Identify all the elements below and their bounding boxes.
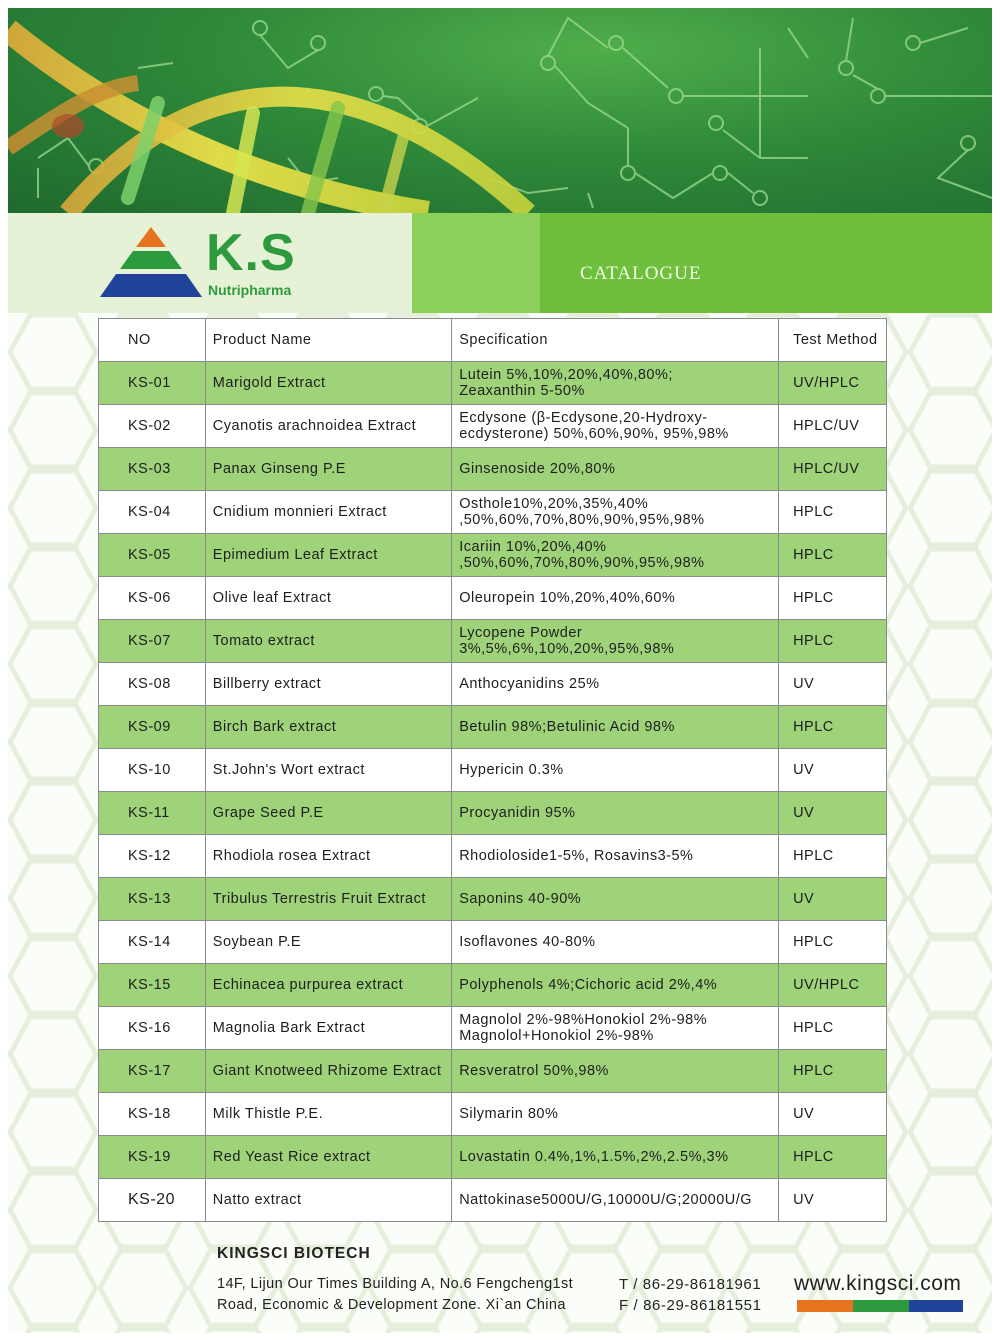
table-row [99, 749, 887, 792]
test-method: HPLC/UV [779, 448, 887, 491]
product-name: Tomato extract [205, 620, 451, 663]
color-bar-blue [909, 1300, 963, 1312]
product-number: KS-13 [99, 878, 206, 921]
product-name: Red Yeast Rice extract [205, 1136, 451, 1179]
product-name: Natto extract [205, 1179, 451, 1222]
table-row [99, 534, 887, 577]
test-method: HPLC [779, 835, 887, 878]
pyramid-logo-icon [100, 227, 202, 297]
table-row [99, 663, 887, 706]
test-method: HPLC [779, 577, 887, 620]
specification-line: ,50%,60%,70%,80%,90%,95%,98% [459, 512, 705, 528]
specification-line: ecdysterone) 50%,60%,90%, 95%,98% [459, 426, 729, 442]
product-number: KS-05 [99, 534, 206, 577]
test-method: HPLC [779, 491, 887, 534]
table-row [99, 362, 887, 405]
table-row [99, 878, 887, 921]
company-address [217, 1274, 573, 1316]
test-method: HPLC [779, 620, 887, 663]
color-bar-green [853, 1300, 909, 1312]
product-name: Milk Thistle P.E. [205, 1093, 451, 1136]
product-number: KS-04 [99, 491, 206, 534]
test-method: HPLC [779, 921, 887, 964]
table-row [99, 835, 887, 878]
specification-line: Ginsenoside 20%,80% [459, 461, 616, 477]
header-no: NO [99, 319, 206, 362]
specification-line: Zeaxanthin 5-50% [459, 383, 585, 399]
telephone: T / 86-29-86181961 [619, 1276, 762, 1293]
product-name: Cnidium monnieri Extract [205, 491, 451, 534]
product-number: KS-11 [99, 792, 206, 835]
test-method: UV [779, 1093, 887, 1136]
product-number: KS-20 [99, 1179, 206, 1222]
product-number: KS-15 [99, 964, 206, 1007]
product-name: Olive leaf Extract [205, 577, 451, 620]
address-line: Road, Economic & Development Zone. Xi`an China [217, 1297, 566, 1313]
specification-line: Magnolol+Honokiol 2%-98% [459, 1028, 654, 1044]
specification-line: Icariin 10%,20%,40% [459, 539, 607, 555]
product-number: KS-19 [99, 1136, 206, 1179]
table-row [99, 706, 887, 749]
product-specification [452, 448, 779, 491]
product-specification [452, 921, 779, 964]
test-method: HPLC/UV [779, 405, 887, 448]
specification-line: Lycopene Powder [459, 625, 583, 641]
table-row [99, 1179, 887, 1222]
specification-line: Lovastatin 0.4%,1%,1.5%,2%,2.5%,3% [459, 1149, 729, 1165]
table-header-row [99, 319, 887, 362]
product-specification [452, 663, 779, 706]
specification-line: Magnolol 2%-98%Honokiol 2%-98% [459, 1012, 708, 1028]
test-method: HPLC [779, 1136, 887, 1179]
product-name: Panax Ginseng P.E [205, 448, 451, 491]
company-name: KINGSCI BIOTECH [217, 1245, 371, 1262]
specification-line: Oleuropein 10%,20%,40%,60% [459, 590, 676, 606]
product-name: St.John's Wort extract [205, 749, 451, 792]
table-row [99, 1093, 887, 1136]
product-number: KS-01 [99, 362, 206, 405]
product-catalogue-table [98, 318, 887, 1222]
specification-line: Polyphenols 4%;Cichoric acid 2%,4% [459, 977, 718, 993]
specification-line: Rhodioloside1-5%, Rosavins3-5% [459, 848, 694, 864]
product-name: Echinacea purpurea extract [205, 964, 451, 1007]
website-link[interactable]: www.kingsci.com [794, 1272, 962, 1295]
specification-line: Silymarin 80% [459, 1106, 559, 1122]
logo-text: K.S [206, 224, 296, 282]
test-method: HPLC [779, 1050, 887, 1093]
product-specification [452, 792, 779, 835]
product-number: KS-06 [99, 577, 206, 620]
table-row [99, 964, 887, 1007]
test-method: HPLC [779, 1007, 887, 1050]
product-specification [452, 577, 779, 620]
specification-line: Resveratrol 50%,98% [459, 1063, 609, 1079]
test-method: HPLC [779, 534, 887, 577]
table-row [99, 491, 887, 534]
header-test-method: Test Method [779, 319, 887, 362]
address-line: 14F, Lijun Our Times Building A, No.6 Fengcheng1st [217, 1276, 574, 1292]
specification-line: Hypericin 0.3% [459, 762, 564, 778]
specification-line: Nattokinase5000U/G,10000U/G;20000U/G [459, 1192, 753, 1208]
dna-molecule-illustration [8, 8, 992, 213]
catalogue-page [8, 8, 992, 1333]
specification-line: Isoflavones 40-80% [459, 934, 596, 950]
product-number: KS-16 [99, 1007, 206, 1050]
product-specification [452, 1007, 779, 1050]
product-specification [452, 405, 779, 448]
catalogue-title: CATALOGUE [580, 263, 702, 284]
table-row [99, 1007, 887, 1050]
test-method: UV [779, 663, 887, 706]
product-name: Birch Bark extract [205, 706, 451, 749]
product-number: KS-02 [99, 405, 206, 448]
product-name: Cyanotis arachnoidea Extract [205, 405, 451, 448]
specification-line: 3%,5%,6%,10%,20%,95%,98% [459, 641, 675, 657]
logo-band [8, 213, 992, 313]
table-row [99, 448, 887, 491]
product-name: Epimedium Leaf Extract [205, 534, 451, 577]
logo-subtitle: Nutripharma [208, 282, 292, 298]
product-specification [452, 1136, 779, 1179]
header-product-name: Product Name [205, 319, 451, 362]
product-number: KS-17 [99, 1050, 206, 1093]
specification-line: Osthole10%,20%,35%,40% [459, 496, 649, 512]
test-method: UV/HPLC [779, 964, 887, 1007]
product-number: KS-03 [99, 448, 206, 491]
specification-line: Anthocyanidins 25% [459, 676, 600, 692]
header-banner [8, 8, 992, 213]
product-name: Rhodiola rosea Extract [205, 835, 451, 878]
specification-line: Ecdysone (β-Ecdysone,20-Hydroxy- [459, 410, 708, 426]
test-method: HPLC [779, 706, 887, 749]
product-name: Billberry extract [205, 663, 451, 706]
product-name: Giant Knotweed Rhizome Extract [205, 1050, 451, 1093]
contact-numbers [619, 1274, 762, 1316]
product-name: Marigold Extract [205, 362, 451, 405]
product-specification [452, 1179, 779, 1222]
product-specification [452, 878, 779, 921]
specification-line: ,50%,60%,70%,80%,90%,95%,98% [459, 555, 705, 571]
test-method: UV/HPLC [779, 362, 887, 405]
band-accent [412, 213, 540, 313]
catalogue-panel [540, 213, 992, 313]
table-row [99, 1136, 887, 1179]
product-specification [452, 706, 779, 749]
product-number: KS-12 [99, 835, 206, 878]
product-number: KS-07 [99, 620, 206, 663]
table-row [99, 1050, 887, 1093]
test-method: UV [779, 1179, 887, 1222]
product-number: KS-18 [99, 1093, 206, 1136]
product-specification [452, 620, 779, 663]
product-specification [452, 1093, 779, 1136]
product-name: Tribulus Terrestris Fruit Extract [205, 878, 451, 921]
specification-line: Lutein 5%,10%,20%,40%,80%; [459, 367, 673, 383]
fax: F / 86-29-86181551 [619, 1297, 762, 1314]
table-row [99, 620, 887, 663]
product-name: Grape Seed P.E [205, 792, 451, 835]
product-number: KS-10 [99, 749, 206, 792]
product-specification [452, 491, 779, 534]
product-number: KS-09 [99, 706, 206, 749]
test-method: UV [779, 878, 887, 921]
specification-line: Betulin 98%;Betulinic Acid 98% [459, 719, 675, 735]
test-method: UV [779, 749, 887, 792]
table-row [99, 921, 887, 964]
table-row [99, 577, 887, 620]
product-specification [452, 362, 779, 405]
product-number: KS-08 [99, 663, 206, 706]
specification-line: Saponins 40-90% [459, 891, 582, 907]
product-specification [452, 749, 779, 792]
product-number: KS-14 [99, 921, 206, 964]
product-specification [452, 1050, 779, 1093]
product-specification [452, 835, 779, 878]
product-name: Magnolia Bark Extract [205, 1007, 451, 1050]
specification-line: Procyanidin 95% [459, 805, 576, 821]
test-method: UV [779, 792, 887, 835]
product-specification [452, 964, 779, 1007]
table-row [99, 405, 887, 448]
color-bar-orange [797, 1300, 853, 1312]
product-specification [452, 534, 779, 577]
header-specification: Specification [452, 319, 779, 362]
table-row [99, 792, 887, 835]
product-name: Soybean P.E [205, 921, 451, 964]
